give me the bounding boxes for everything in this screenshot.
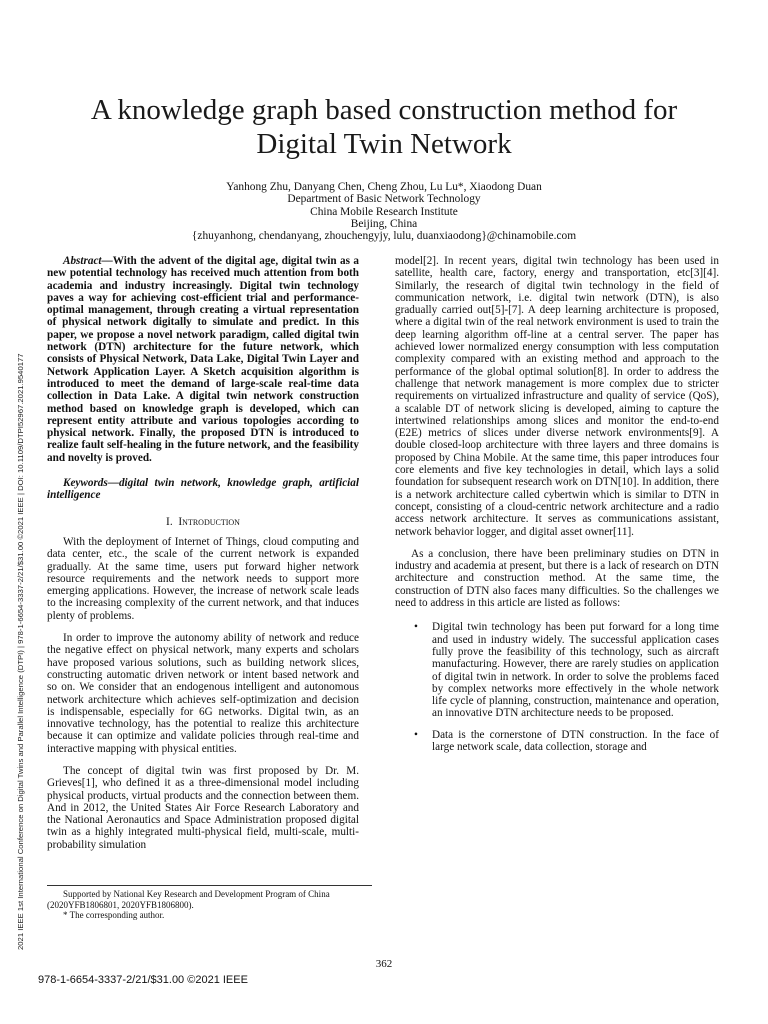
keywords-text: —digital twin network, knowledge graph, artificial intelligence — [47, 477, 359, 502]
left-column — [47, 255, 359, 851]
page-number: 362 — [375, 958, 393, 970]
section-number: I. — [166, 515, 173, 528]
keywords-label: Keywords — [63, 477, 108, 490]
right-column — [395, 255, 719, 762]
author-block — [100, 181, 668, 242]
footnote-funding: Supported by National Key Research and Development Program of China (2020YFB1806801, 2020YFB1806800). — [47, 889, 330, 910]
footnotes — [47, 889, 372, 921]
section-heading-introduction — [47, 516, 359, 528]
bullet-icon: • — [414, 621, 418, 634]
abstract-text: —With the advent of the digital age, digital twin as a new potential technology has received much attention from both academia and industry increasingly. Digital twin technology paves a way for achieving cost-efficient trial and performance-optimal management, through creating a virtual representation of physical network digitally to simulate and predict. In this paper, we propose a novel network paradigm, called digital twin network (DTN) architecture for the future network, which consists of Physical Network, Data Lake, Digital Twin Layer and Network Application Layer. A Sketch acquisition algorithm is introduced to meet the demand of large-scale real-time data collection in Data Lake. A digital twin network construction method based on knowledge graph is developed, which can represent entity attribute and various topologies according to physical network. Finally, the proposed DTN is introduced to realize fault self-healing in the future network, and the feasibility and novelty is proved. — [47, 255, 359, 464]
footnote-corresponding-author: * The corresponding author. — [63, 910, 165, 921]
paragraph: In order to improve the autonomy ability of network and reduce the negative effect on physical network, many experts and scholars have proposed various solutions, such as building network slices, constructing automatic driven network or intent based network and so on. We consider that an endogenous intelligent and autonomous network architecture which achieves self-optimization and decision is indispensable, especially for 6G networks. Digital twin, as an innovative technology, has the potential to realize this architecture because it can optimize and validate policies through real-time and interactive mapping with physical entities. — [47, 632, 359, 755]
footnote-divider — [47, 885, 372, 886]
list-item-text: Digital twin technology has been put forward for a long time and used in industry widely. The successful application cases fully prove the feasibility of this technology, such as aircraft manufacturing. However, there are rarely studies on application of digital twin in network. In order to solve the problems faced by complex networks more effectively in the whole network life cycle of planning, construction, maintenance and operation, an innovative DTN architecture needs to be proposed. — [432, 621, 719, 720]
paper-title-line-1: A knowledge graph based construction method for — [90, 94, 678, 126]
paragraph: model[2]. In recent years, digital twin technology has been used in satellite, health care, factory, energy and transportation, etc[3][4]. Similarly, the research of digital twin technology in the field of communication network, i.e. digital twin network (DTN), is also gradually carried out[5]-[7]. A deep learning architecture is proposed, where a digital twin of the real network environment is used to train the deep learning algorithm off-line at a central server. The paper has achieved lower normalized energy consumption with less computation complexity compared with an existing method and approach to the performance of the global optimal solution[8]. In order to address the challenge that network management is more complex due to stricter requirements on virtualized infrastructure and quality of service (QoS), a scalable DT of network slicing is developed, aiming to capture the intertwined relationships among slices and monitor the end-to-end (E2E) metrics of slices under diverse network environments[9]. A double closed-loop architecture with three layers and three domains is proposed by China Mobile. At the same time, this paper introduces four core elements and five key technologies in detail, which lays a solid foundation for subsequent research work on DTN[10]. In addition, there is a network architecture called cybertwin which is similar to DTN in concept, consisting of a cloud-centric network architecture and a radio access network architecture. It serves as communications assistant, network behavior logger, and digital asset owner[11]. — [395, 255, 719, 538]
keywords — [47, 477, 359, 502]
abstract — [47, 255, 359, 464]
paragraph: With the deployment of Internet of Things, cloud computing and data center, etc., the scale of the current network is expanded gradually. At the same time, users put forward higher network resource requirements and the network needs to support more emerging applications. However, the increase of network scale leads to the increasing complexity of the current network, and that induces plenty of problems. — [47, 535, 359, 622]
author-institute: China Mobile Research Institute — [310, 205, 458, 218]
paper-title — [40, 93, 728, 161]
author-department: Department of Basic Network Technology — [287, 193, 481, 206]
paper-title-line-2: Digital Twin Network — [256, 128, 512, 160]
paragraph: As a conclusion, there have been preliminary studies on DTN in industry and academia at present, but there is a lack of research on DTN architecture and construction method. At the same time, the construction of DTN also faces many difficulties. So the challenges we need to address in this article are listed as follows: — [395, 547, 719, 610]
list-item — [395, 621, 719, 719]
list-item — [395, 729, 719, 754]
abstract-label: Abstract — [63, 255, 102, 267]
copyright-line: 978-1-6654-3337-2/21/$31.00 ©2021 IEEE — [38, 974, 248, 986]
author-emails: {zhuyanhong, chendanyang, zhouchengyjy, lulu, duanxiaodong}@chinamobile.com — [191, 230, 577, 243]
paragraph: The concept of digital twin was first proposed by Dr. M. Grieves[1], who defined it as a three-dimensional model including physical products, virtual products and the connection between them. And in 2012, the United States Air Force Research Laboratory and the National Aeronautics and Space Administration proposed digital twin as a highly integrated multi-physical field, multi-scale, multi-probability simulation — [47, 764, 359, 851]
author-names: Yanhong Zhu, Danyang Chen, Cheng Zhou, Lu Lu*, Xiaodong Duan — [226, 181, 542, 193]
author-location: Beijing, China — [350, 217, 418, 230]
challenge-list — [395, 621, 719, 753]
bullet-icon: • — [414, 728, 418, 741]
side-conference-info: 2021 IEEE 1st International Conference on Digital Twins and Parallel Intelligence (DTPI) | 978-1-6654-3337-2/21/$31.00 ©2021 IEEE | DOI: 10.1109/DTPI52967.2021.9540177 — [16, 353, 25, 950]
list-item-text: Data is the cornerstone of DTN construction. In the face of large network scale, data collection, storage and — [432, 728, 719, 753]
section-title: Introduction — [178, 515, 240, 528]
